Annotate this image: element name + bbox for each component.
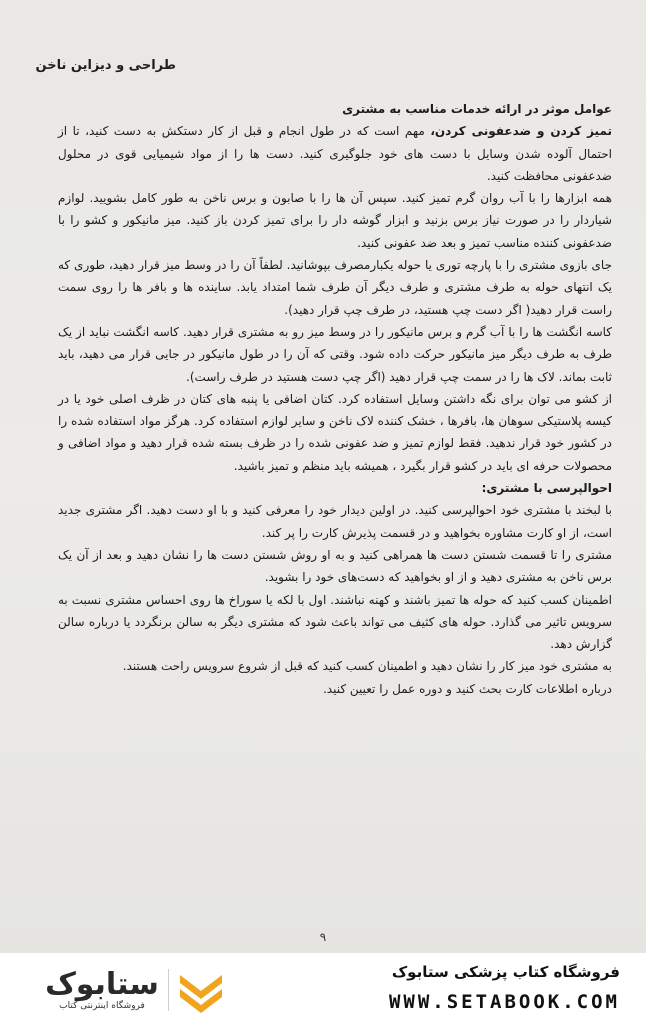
shop-name: فروشگاه کتاب پزشکی ستابوک xyxy=(391,963,620,981)
paragraph-greeting: با لبخند با مشتری خود احوالپرسی کنید. در اولین دیدار خود را معرفی کنید و با او دست دهید. اگر مشتری جدید است، از او کارت مشاوره بخواهید و در قسمت پذیرش کارت را پر کند. xyxy=(58,503,612,540)
setabook-logo xyxy=(28,963,248,1017)
paragraph-cleaning: تمیز کردن و ضدعفونی کردن، مهم است که در طول انجام و قبل از کار دستکش به دست کنید، تا از احتمال آلوده شدن وسایل با دست های خود جلوگیری کنید. دست ها را از مواد شیمیایی قوی در محلول ضدعفونی محافظت کنید. xyxy=(58,124,612,183)
paragraph-towel: جای بازوی مشتری را با پارچه توری یا حوله یکبارمصرف بپوشانید. لطفاً آن را در وسط میز قرار دهید، طوری که یک انتهای حوله به طرف مشتری و طرف دیگر آن طرف شما امتداد یابد. ساینده ها و بافر ها را روی سمت راست قرار دهید( اگر دست چپ هستید، در طرف چپ قرار دهید). xyxy=(58,258,612,317)
paragraph-card-info: درباره اطلاعات کارت بحث کنید و دوره عمل را تعیین کنید. xyxy=(322,681,612,696)
logo-divider xyxy=(168,969,169,1011)
paragraph-towels-clean: اطمینان کسب کنید که حوله ها تمیز باشند و کهنه نباشند. اول با لکه یا سوراخ ها روی احساس مشتری نسبت به سرویس تاثیر می گذارد. حوله های کثیف می تواند باعث شود که مشتری دیگر به سالن برنگردد یا درباره سالن گزارش دهد. xyxy=(58,592,612,652)
running-header: طراحی و دیزاین ناخن xyxy=(35,58,176,73)
paragraph-finger-bowl: کاسه انگشت ها را با آب گرم و برس مانیکور را در وسط میز رو به مشتری قرار دهید. کاسه انگشت نباید از یک طرف به طرف دیگر میز مانیکور حرکت داده شود. وقتی که آن را در طول مانیکور در جایی قرار می دهید، باید ثابت بماند. لاک ها را در سمت چپ قرار دهید (اگر چپ دست هستید در طرف راست). xyxy=(58,324,612,384)
greeting-heading: احوالپرسی با مشتری: xyxy=(481,481,612,496)
paragraph-hand-wash: مشتری را تا قسمت شستن دست ها همراهی کنید و به او روش شستن دست ها را نشان دهید و بعد از آن یک برس ناخن به مشتری دهید و از او بخواهید که دست‌های خود را بشوید. xyxy=(58,547,612,585)
logo-wordmark: ستابوک xyxy=(45,967,159,1002)
section-heading: عوامل موثر در ارائه خدمات مناسب به مشتری xyxy=(342,102,612,116)
page-body xyxy=(58,98,612,700)
logo-tagline: فروشگاه اینترنتی کتاب xyxy=(59,1001,145,1011)
paragraph-lead: تمیز کردن و ضدعفونی کردن، xyxy=(430,124,612,139)
page-number: ۹ xyxy=(319,930,327,944)
paragraph-show-table: به مشتری خود میز کار را نشان دهید و اطمینان کسب کنید که قبل از شروع سرویس راحت هستند. xyxy=(122,659,612,674)
shop-url[interactable]: WWW.SETABOOK.COM xyxy=(388,991,620,1013)
paragraph-drawer: از کشو می توان برای نگه داشتن وسایل استفاده کرد. کتان اضافی یا پنبه های کتان در ظرف اصلی خود یا در کیسه پلاستیکی سوهان ها، بافرها ، خشک کننده لاک ناخن و سایر لوازم استفاده کرد. هرگز مواد استفاده شده را در کشور خود قرار ندهید. فقط لوازم تمیز و ضد عفونی شده را در ظرف بسته شده قرار دهید و مواد اضافی و محصولات حرفه ای باید در کشو قرار بگیرد ، همیشه باید منظم و تمیز باشید. xyxy=(58,391,612,473)
chevron-logo-icon xyxy=(176,965,226,1015)
watermark-footer xyxy=(0,953,646,1024)
paragraph-tools: همه ابزارها را با آب روان گرم تمیز کنید. سپس آن ها را با صابون و برس ناخن به طور کامل بشویید. لوازم شیاردار را در صورت نیاز برس بزنید و ابزار گوشه دار را برای تمیز کردن باز کنید. میز مانیکور و کشو را با ضدعفونی کننده مناسب تمیز و بعد ضد عفونی کنید. xyxy=(58,191,612,250)
